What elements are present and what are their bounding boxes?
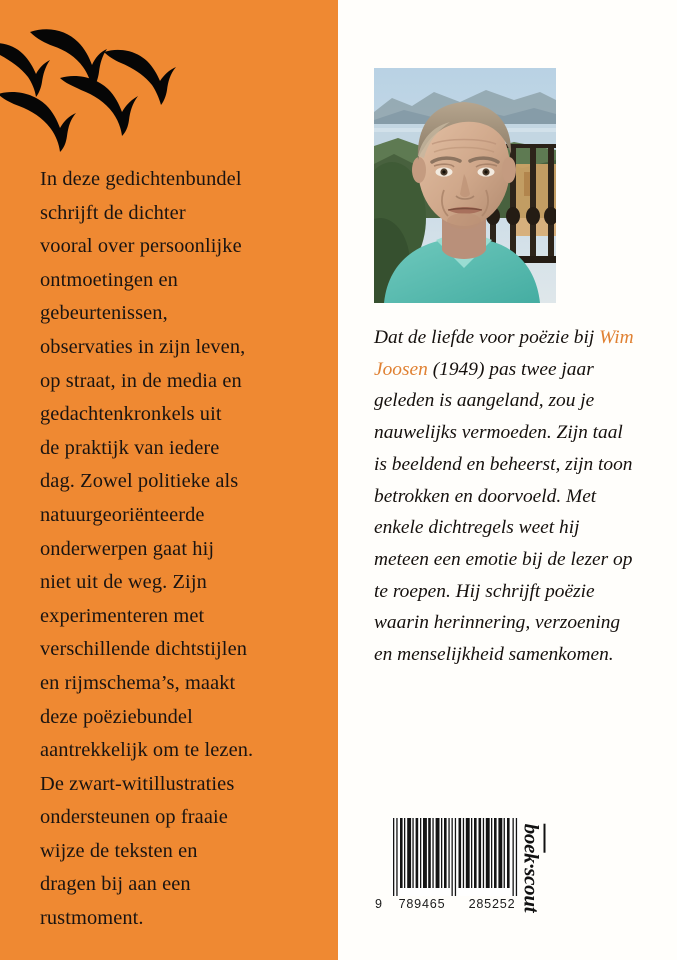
barcode-right-group: 285252 — [468, 897, 516, 911]
publisher-name-overline: boe — [519, 823, 544, 853]
author-photo — [374, 68, 556, 303]
isbn-barcode — [375, 818, 519, 919]
blurb-text: In deze gedichtenbundel schrijft de dichter vooral over persoonlijke ontmoetingen en gebeurtenissen, observaties in zijn leven, op straat, in de media en gedachtenkronkels uit de praktijk van iedere dag. Zowel politieke als natuurgeoriënteerde onderwerpen gaat hij niet uit de weg. Zijn experimenteren met verschillende dichtstijlen en rijmschema’s, maakt deze poëziebundel aantrekkelijk om te lezen. De zwart-witillustraties ondersteunen op fraaie wijze de teksten en dragen bij aan een rustmoment. — [40, 168, 254, 930]
publisher-logo — [516, 815, 546, 920]
publisher-name-rest: k·scout — [519, 852, 544, 912]
author-bio — [374, 322, 636, 671]
author-bio-text: Dat de liefde voor poëzie bij Wim Joosen (1949) pas twee jaar geleden is aangeland, zou je nauwelijks vermoeden. Zijn taal is beeldend en beheerst, zijn toon betrokken en doorvoeld. Met enkele dichtregels weet hij meteen een emotie bij de lezer op te roepen. Hij schrijft poëzie waarin herinnering, verzoening en menselijkheid samenkomen. — [374, 327, 634, 666]
barcode-digits — [375, 897, 525, 911]
barcode-bars — [391, 818, 519, 896]
barcode-left-group: 789465 — [398, 897, 446, 911]
barcode-lead-digit: 9 — [375, 897, 383, 911]
publisher-logo-text — [519, 823, 544, 912]
back-cover-blurb — [40, 163, 308, 936]
flying-birds-flock-icon — [0, 22, 192, 157]
author-name: Wim Joosen — [374, 327, 634, 380]
